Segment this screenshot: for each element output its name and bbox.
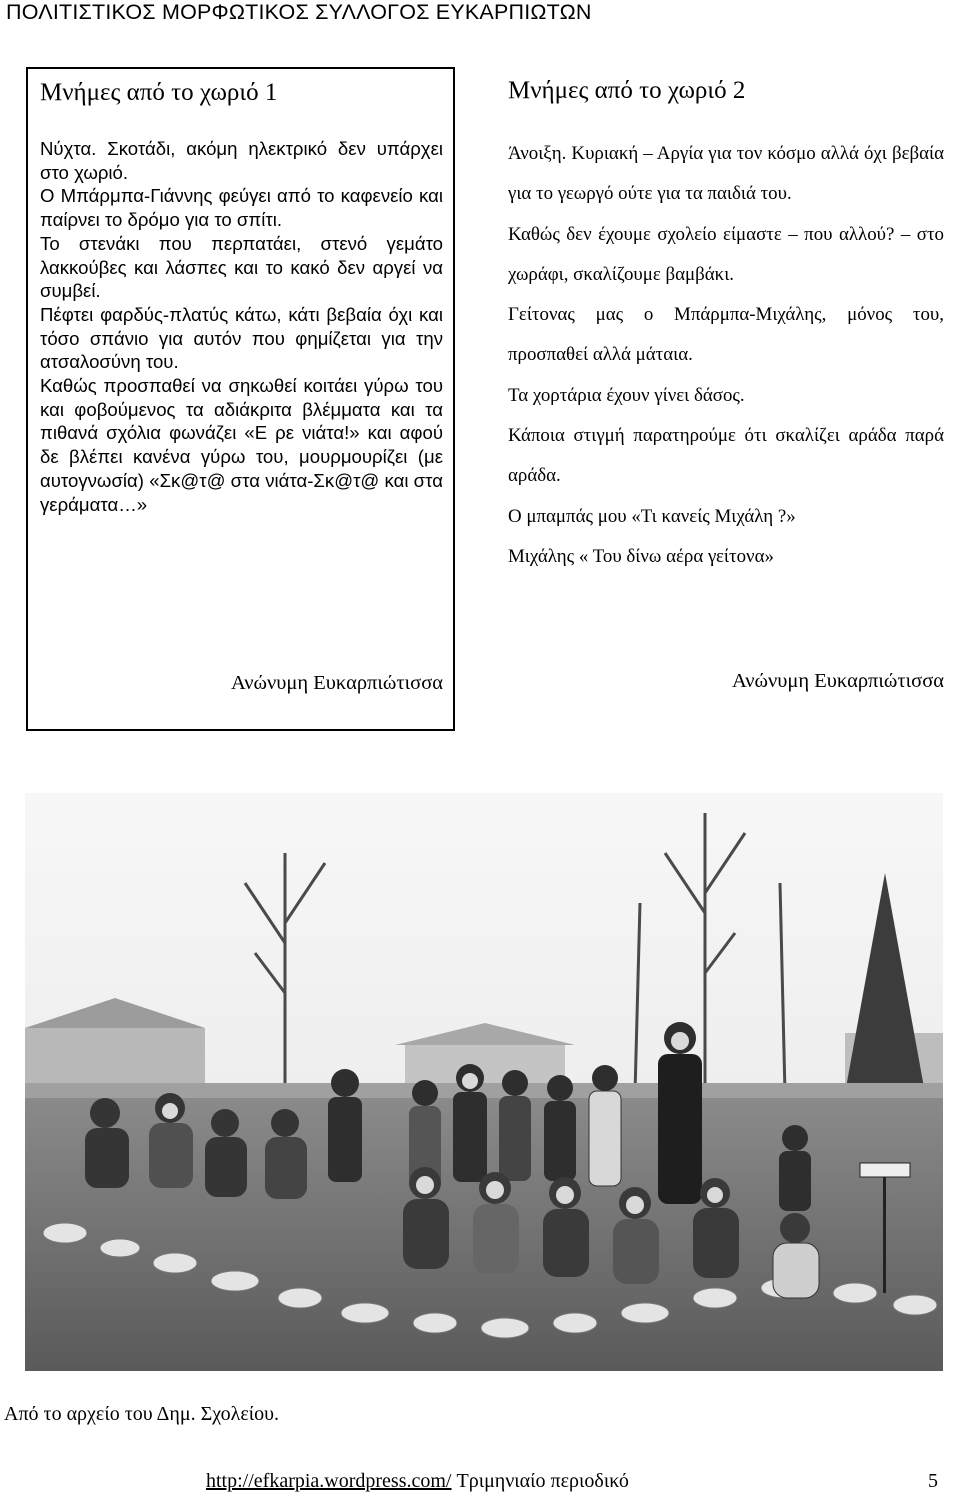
story-1-paragraph: Νύχτα. Σκοτάδι, ακόμη ηλεκτρικό δεν υπάρχει στο χωριό.: [40, 138, 443, 183]
story-1-text: [40, 137, 443, 516]
story-1-box: [26, 67, 455, 731]
story-1-paragraph: Πέφτει φαρδύς-πλατύς κάτω, κάτι βεβαία όχι και τόσο σπάνιο για αυτόν που φημίζεται για την ατσαλοσύνη του.: [40, 303, 443, 373]
footer-text: Τριμηνιαίο περιοδικό: [451, 1470, 629, 1492]
school-archive-photo: [25, 793, 943, 1371]
story-1-paragraph: Το στενάκι που περπατάει, στενό γεμάτο λακκούβες και λάσπες και το κακό δεν αργεί να συμβεί.: [40, 232, 443, 302]
story-2-column: [506, 67, 944, 731]
photo-caption: Από το αρχείο του Δημ. Σχολείου.: [4, 1403, 280, 1425]
story-1-signature: Ανώνυμη Ευκαρπιώτισσα: [230, 672, 443, 694]
page-header: ΠΟΛΙΤΙΣΤΙΚΟΣ ΜΟΡΦΩΤΙΚΟΣ ΣΥΛΛΟΓΟΣ ΕΥΚΑΡΠΙΩΤΩΝ: [6, 0, 592, 24]
story-2-paragraph: Ο μπαμπάς μου «Τι κανείς Μιχάλη ?»: [508, 505, 796, 527]
story-1-paragraph: Καθώς προσπαθεί να σηκωθεί κοιτάει γύρω του και φοβούμενος τα αδιάκριτα βλέμματα και τα πιθανά σχόλια φωνάζει «Ε ρε νιάτα!» και αφού δε βλέπει κανένα γύρω του, μουρμουρίζει (με αυτογνωσία) «Σκ@τ@ στα νιάτα-Σκ@τ@ και στα γεράματα…»: [40, 375, 443, 515]
story-2-paragraph: Μιχάλης « Του δίνω αέρα γείτονα»: [508, 545, 774, 567]
story-2-text: [508, 134, 944, 577]
page-footer: [206, 1470, 629, 1493]
story-1-title: Μνήμες από το χωριό 1: [40, 79, 278, 106]
story-2-paragraph: Γείτονας μας ο Μπάρμπα-Μιχάλης, μόνος του, προσπαθεί αλλά μάταια.: [508, 304, 944, 366]
story-2-paragraph: Τα χορτάρια έχουν γίνει δάσος.: [508, 384, 745, 406]
story-2-signature: Ανώνυμη Ευκαρπιώτισσα: [731, 670, 944, 692]
story-2-paragraph: Κάποια στιγμή παρατηρούμε ότι σκαλίζει αράδα παρά αράδα.: [508, 425, 944, 487]
page-number: 5: [928, 1470, 938, 1492]
story-2-paragraph: Καθώς δεν έχουμε σχολείο είμαστε – που αλλού? – στο χωράφι, σκαλίζουμε βαμβάκι.: [508, 223, 944, 285]
website-link[interactable]: http://efkarpia.wordpress.com/: [206, 1470, 452, 1492]
story-2-title: Μνήμες από το χωριό 2: [508, 77, 746, 104]
story-1-paragraph: Ο Μπάρμπα-Γιάννης φεύγει από το καφενείο και παίρνει το δρόμο για το σπίτι.: [40, 185, 443, 231]
story-2-paragraph: Άνοιξη. Κυριακή – Αργία για τον κόσμο αλλά όχι βεβαία για το γεωργό ούτε για τα παιδιά του.: [508, 143, 944, 205]
